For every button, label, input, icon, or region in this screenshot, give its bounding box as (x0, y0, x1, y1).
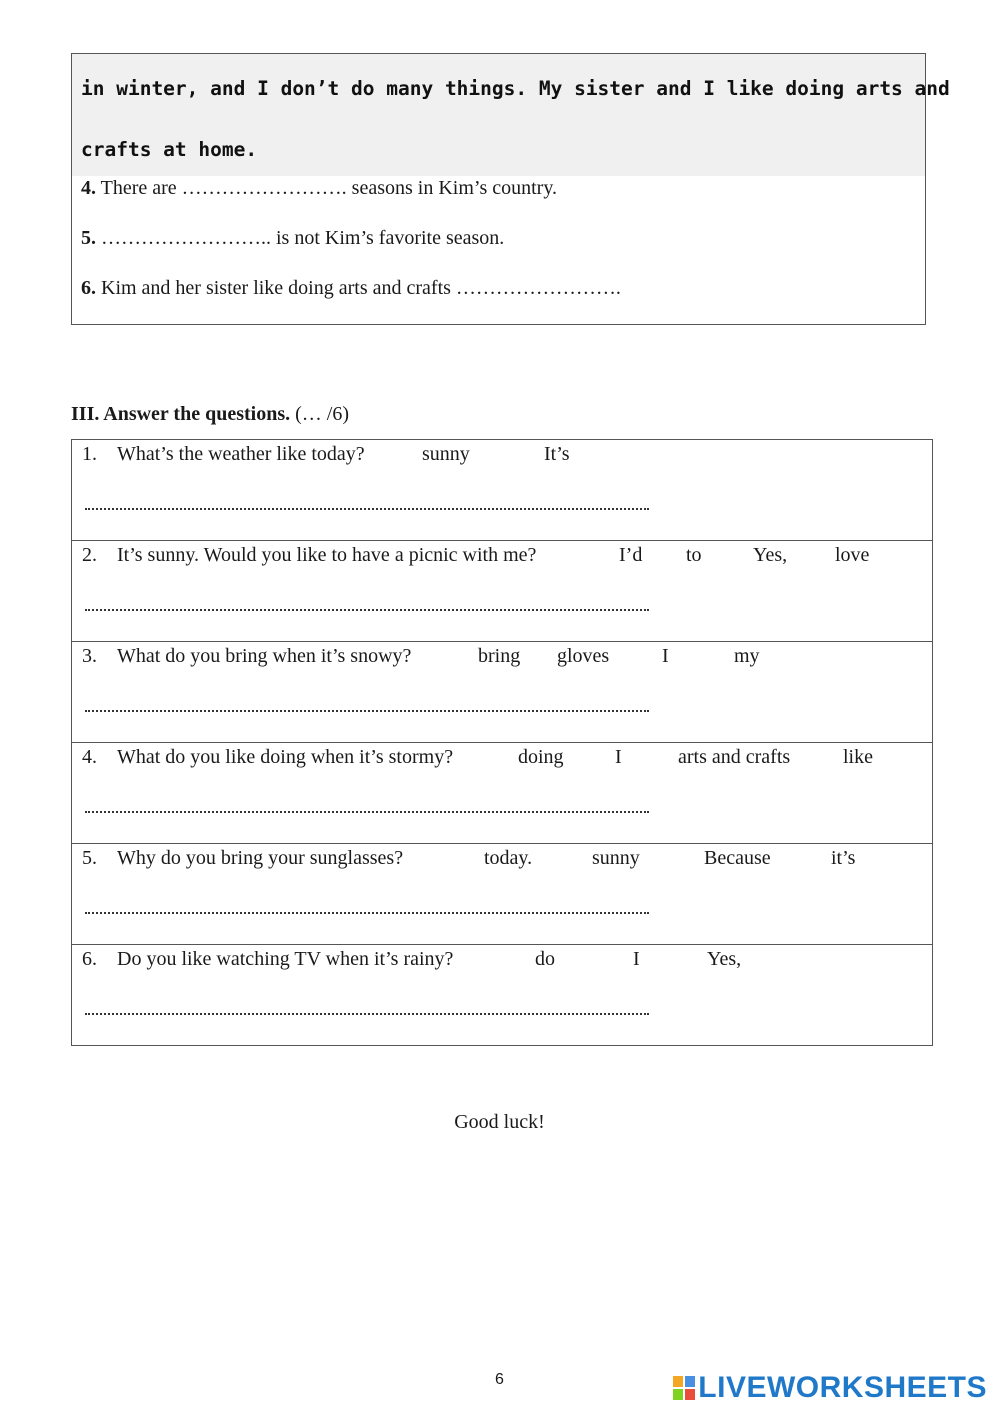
question-text: What do you bring when it’s snowy? (117, 645, 412, 667)
word-chip: bring (478, 645, 521, 667)
word-chip: today. (484, 847, 533, 869)
word-chip: love (835, 544, 870, 566)
word-chip: arts and crafts (678, 746, 791, 768)
question-text: It’s sunny. Would you like to have a picnic with me? (117, 544, 537, 566)
question-number: 3. (82, 645, 97, 667)
word-chip: do (535, 948, 555, 970)
question-number: 5. (82, 847, 97, 869)
question-number: 6. (82, 948, 97, 970)
question-text: Why do you bring your sunglasses? (117, 847, 404, 869)
statement-number: 5. (81, 227, 96, 249)
question-row (72, 945, 933, 1046)
question-text: What do you like doing when it’s stormy? (117, 746, 454, 768)
answer-line[interactable] (85, 694, 649, 712)
reading-box (71, 53, 950, 325)
answer-line[interactable] (85, 795, 649, 813)
brand-logo (673, 1372, 987, 1404)
word-chip: I (662, 645, 669, 667)
section-score: (… /6) (290, 403, 350, 425)
section-title: III. Answer the questions. (71, 403, 291, 425)
word-chip: sunny (592, 847, 640, 869)
question-row (72, 642, 933, 743)
word-chip: to (686, 544, 702, 566)
word-chip: sunny (422, 443, 470, 465)
word-chip: I (615, 746, 622, 768)
question-text: What’s the weather like today? (117, 443, 365, 465)
statement-4 (81, 177, 557, 200)
page-number: 6 (495, 1371, 504, 1388)
questions-table (71, 439, 933, 1046)
word-chip: I (633, 948, 640, 970)
word-chip: like (843, 746, 873, 768)
statement-number: 6. (81, 277, 96, 299)
statement-text: Kim and her sister like doing arts and crafts ……………………. (96, 277, 621, 299)
reading-passage (72, 54, 950, 176)
good-luck-text: Good luck! (454, 1111, 545, 1133)
question-row (72, 440, 933, 541)
question-row (72, 844, 933, 945)
word-chip: It’s (544, 443, 570, 465)
question-number: 1. (82, 443, 97, 465)
passage-line-2: crafts at home. (81, 138, 258, 161)
word-chip: Yes, (753, 544, 788, 566)
answer-line[interactable] (85, 492, 649, 510)
word-chip: Because (704, 847, 771, 869)
answer-line[interactable] (85, 896, 649, 914)
word-chip: I’d (619, 544, 643, 566)
question-number: 4. (82, 746, 97, 768)
brand-name: LIVEWORKSHEETS (698, 1371, 987, 1404)
question-row (72, 541, 933, 642)
word-chip: it’s (831, 847, 856, 869)
statement-number: 4. (81, 177, 96, 199)
question-row (72, 743, 933, 844)
word-chip: Yes, (707, 948, 742, 970)
statement-5 (81, 227, 504, 250)
word-chip: doing (518, 746, 564, 768)
statement-6 (81, 277, 621, 300)
section-heading (71, 403, 349, 426)
word-chip: my (734, 645, 760, 667)
question-number: 2. (82, 544, 97, 566)
answer-line[interactable] (85, 593, 649, 611)
passage-line-1: in winter, and I don’t do many things. My sister and I like doing arts and (81, 77, 950, 100)
answer-line[interactable] (85, 997, 649, 1015)
liveworksheets-icon (673, 1376, 695, 1400)
question-text: Do you like watching TV when it’s rainy? (117, 948, 454, 970)
word-chip: gloves (557, 645, 610, 667)
statement-text: …………………….. is not Kim’s favorite season. (96, 227, 505, 249)
statement-text: There are ……………………. seasons in Kim’s country. (96, 177, 558, 199)
